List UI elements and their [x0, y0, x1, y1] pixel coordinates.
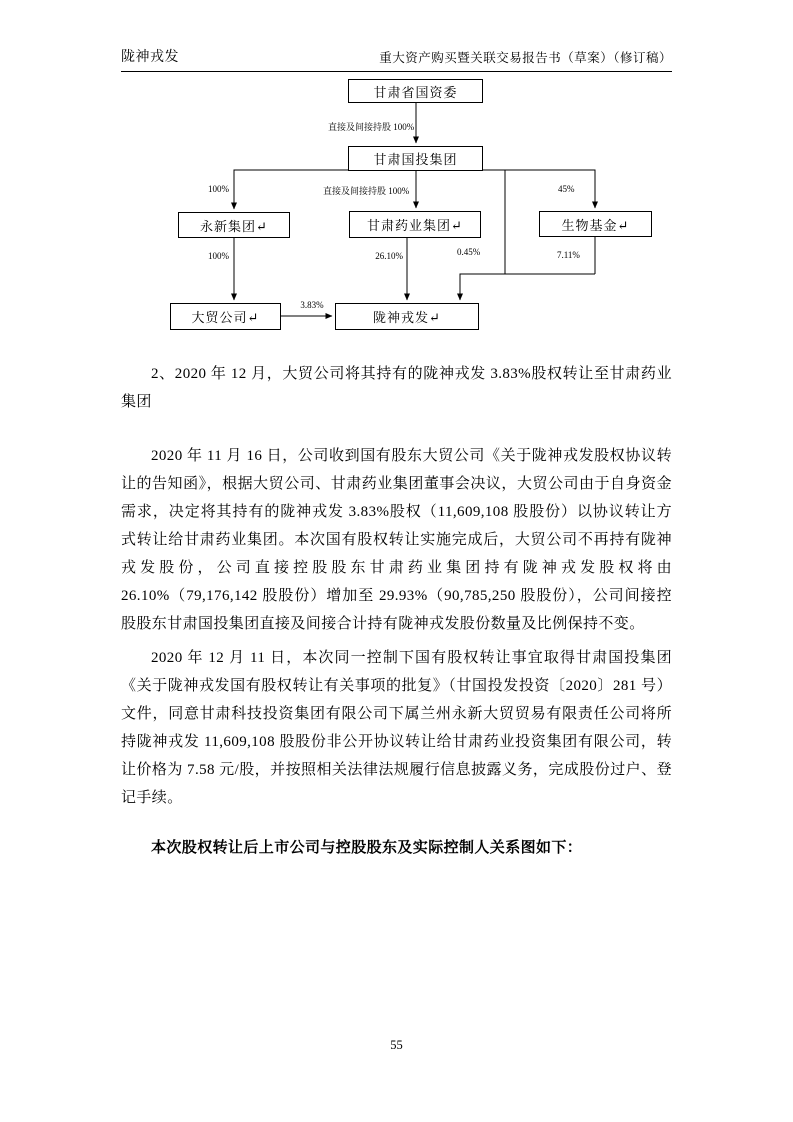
label-26-10-pharma: 26.10% — [375, 251, 403, 261]
node-gansu-guotou-group: 甘肃国投集团 — [348, 146, 483, 171]
paragraph-3-bold: 本次股权转让后上市公司与控股股东及实际控制人关系图如下： — [151, 840, 583, 856]
node-gansu-sasac: 甘肃省国资委 — [348, 79, 483, 103]
page-footer — [0, 1038, 793, 1053]
label-100-damao: 100% — [208, 251, 229, 261]
section-heading: 2、2020 年 12 月，大贸公司将其持有的陇神戎发 3.83%股权转让至甘肃药业集团 — [121, 366, 672, 410]
header-report-title: 重大资产购买暨关联交易报告书（草案）（修订稿） — [379, 51, 672, 65]
label-100-yongxin: 100% — [208, 184, 229, 194]
node-yongxin-group: 永新集团↵ — [178, 212, 290, 238]
label-direct-indirect-100-top: 直接及间接持股 100% — [328, 122, 415, 132]
paragraph-2: 2020 年 12 月 11 日，本次同一控制下国有股权转让事宜取得甘肃国投集团《关于陇神戎发国有股权转让有关事项的批复》（甘国投发投资〔2020〕281 号）文件，同意甘肃科技投资集团有限公司下属兰州永新大贸贸易有限责任公司将所持陇神戎发 11,609,108 股股份非公开协议转让给甘肃药业投资集团有限公司，转让价格为 7.58 元/股，并按照相关法律法规履行信息披露义务，完成股份过户、登记手续。 — [121, 650, 672, 806]
label-3-83-transfer: 3.83% — [300, 300, 324, 310]
paragraph-1: 2020 年 11 月 16 日，公司收到国有股东大贸公司《关于陇神戎发股权协议转让的告知函》，根据大贸公司、甘肃药业集团董事会决议，大贸公司由于自身资金需求，决定将其持有的陇神戎发 3.83%股权（11,609,108 股股份）以协议转让方式转让给甘肃药业集团。本次国有股权转让实施完成后，大贸公司不再持有陇神戎发股份，公司直接控股股东甘肃药业集团持有陇神戎发股权将由 26.10%（79,176,142 股股份）增加至 29.93%（90,785,250 股股份），公司间接控股股东甘肃国投集团直接及间接合计持有陇神戎发股份数量及比例保持不变。 — [121, 448, 672, 632]
label-direct-indirect-100-mid: 直接及间接持股 100% — [323, 186, 410, 196]
label-0-45-guotou-direct: 0.45% — [457, 247, 481, 257]
document-body — [121, 360, 672, 862]
document-header — [121, 46, 672, 72]
page-number: 55 — [390, 1038, 403, 1052]
node-damao-company: 大贸公司↵ — [170, 303, 281, 330]
label-45-biofund: 45% — [558, 184, 575, 194]
node-gansu-pharma-group: 甘肃药业集团↵ — [349, 211, 481, 238]
header-company-name: 陇神戎发 — [121, 50, 179, 65]
ownership-structure-diagram — [121, 74, 672, 344]
label-7-11-biofund-holding: 7.11% — [557, 250, 580, 260]
node-bio-fund: 生物基金↵ — [539, 211, 652, 237]
node-longshen-rongfa: 陇神戎发↵ — [335, 303, 479, 330]
